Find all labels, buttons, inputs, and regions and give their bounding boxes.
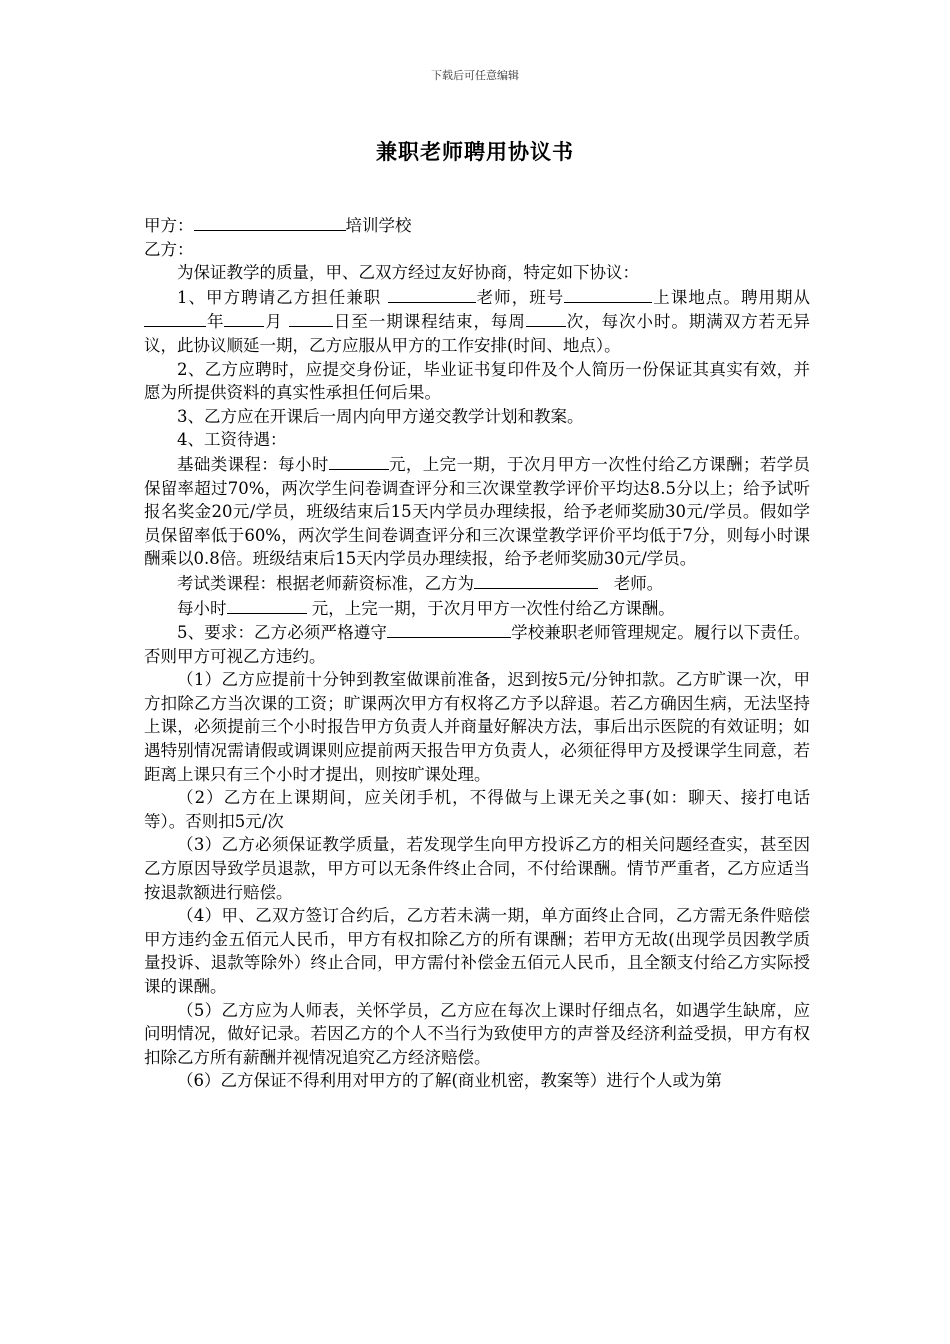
year-blank <box>144 309 206 327</box>
exam-course-text: 老师。 <box>613 573 664 593</box>
clause-3: 3、乙方应在开课后一周内向甲方递交教学计划和教案。 <box>177 406 584 426</box>
party-a-blank <box>194 213 346 231</box>
party-b-line <box>144 238 810 262</box>
clause-1-text: 年 <box>206 312 225 332</box>
exam-course-text: 元，上完一期，于次月甲方一次性付给乙方课酬。 <box>311 598 675 618</box>
exam-course-text: 每小时 <box>177 598 227 618</box>
party-a-label: 甲方： <box>144 216 194 235</box>
party-b-label: 乙方： <box>144 239 194 259</box>
exam-rate-paragraph <box>144 596 810 621</box>
times-per-week-blank <box>526 309 566 327</box>
requirement-item: （6）乙方保证不得利用对甲方的了解(商业机密，教案等）进行个人或为第 <box>177 1071 722 1091</box>
document-body <box>144 213 810 1093</box>
clause-1-text: 月 <box>264 312 283 332</box>
exam-course-paragraph <box>144 571 810 596</box>
clause-1-text: 。聘用期从 <box>723 287 811 307</box>
clause-1-text: 老师，班号 <box>475 287 565 307</box>
party-a-suffix: 培训学校 <box>345 216 412 235</box>
requirement-item: （3）乙方必须保证教学质量，若发现学生向甲方投诉乙方的相关问题经查实，甚至因乙方原因导致学员退款，甲方可以无条件终止合同，不付给课酬。情节严重者，乙方应适当按退款额进行赔偿。 <box>144 835 810 902</box>
school-name-blank <box>387 620 511 638</box>
basic-course-paragraph <box>144 452 810 571</box>
day-blank <box>289 309 333 327</box>
intro-paragraph: 为保证教学的质量，甲、乙双方经过友好协商，特定如下协议： <box>177 263 639 283</box>
header-note: 下载后可任意编辑 <box>431 69 519 82</box>
clause-5 <box>144 620 810 668</box>
requirement-item: （2）乙方在上课期间，应关闭手机，不得做与上课无关之事(如：聊天、接打电话等）。否则扣5元/次 <box>144 788 810 831</box>
clause-5-text: 学校兼职老师管理规定。履行以下责任。否则甲方可视乙方违约。 <box>144 623 811 666</box>
clause-1-text: 日至一期课程结束，每周 <box>332 312 526 332</box>
requirement-item: （1）乙方应提前十分钟到教室做课前准备，迟到按5元/分钟扣款。乙方旷课一次，甲方扣除乙方当次课的工资；旷课两次甲方有权将乙方予以辞退。若乙方确因生病，无法坚持上课，必须提前三个小时报告甲方负责人并商量好解决方法，事后出示医院的有效证明；如遇特别情况需请假或调课则应提前两天报告甲方负责人，必须征得甲方及授课学生同意，若距离上课只有三个小时才提出，则按旷课处理。 <box>144 670 810 784</box>
basic-hourly-rate-blank <box>329 452 389 470</box>
clause-5-text: 5、要求：乙方必须严格遵守 <box>177 623 387 643</box>
clause-1-text: 上课地点 <box>652 287 724 307</box>
party-a-line <box>144 213 810 238</box>
teacher-level-blank <box>474 571 598 589</box>
clause-1-text: 1、甲方聘请乙方担任兼职 <box>177 287 382 307</box>
subject-blank <box>388 285 476 303</box>
clause-4-title: 4、工资待遇： <box>177 430 287 450</box>
exam-hourly-rate-blank <box>227 596 307 614</box>
clause-1 <box>144 285 810 358</box>
exam-course-text: 考试类课程：根据老师薪资标准，乙方为 <box>177 573 474 593</box>
document-title: 兼职老师聘用协议书 <box>376 139 574 164</box>
class-number-blank <box>564 285 652 303</box>
requirement-item: （5）乙方应为人师表，关怀学员，乙方应在每次上课时仔细点名，如遇学生缺席，应问明情况，做好记录。若因乙方的个人不当行为致使甲方的声誉及经济利益受损，甲方有权扣除乙方所有薪酬并视情况追究乙方经济赔偿。 <box>144 1000 810 1067</box>
clause-1-text: 小时。期满双方若无异议，此协议顺延一期，乙方应服从甲方的工作安排(时间、地点）。 <box>144 312 811 355</box>
clause-2: 2、乙方应聘时，应提交身份证，毕业证书复印件及个人简历一份保证其真实有效，并愿为所提供资料的真实性承担任何后果。 <box>144 359 810 403</box>
basic-course-text: 元，上完一期，于次月甲方一次性付给乙方课酬；若学员保留率超过70%，两次学生问卷调查评分和三次课堂教学评价平均达8.5分以上；给予试听报名奖金20元/学员，班级结束后15天内学员办理续报，给予老师奖励30元/学员。假如学员保留率低于60%，两次学生间卷调查评分和三次课堂教学评价平均低于7分，则每小时课酬乘以0.8倍。班级结束后15天内学员办理续报，给予老师奖励30元/学员。 <box>144 454 811 569</box>
requirement-item: （4）甲、乙双方签订合约后，乙方若未满一期，单方面终止合同，乙方需无条件赔偿甲方违约金五佰元人民币，甲方有权扣除乙方的所有课酬；若甲方无故(出现学员因教学质量投诉、退款等除外）终止合同，甲方需付补偿金五佰元人民币，且全额支付给乙方实际授课的课酬。 <box>144 906 810 996</box>
basic-course-text: 基础类课程：每小时 <box>177 454 329 474</box>
clause-1-text: 次，每次 <box>565 312 637 332</box>
month-blank <box>224 309 264 327</box>
